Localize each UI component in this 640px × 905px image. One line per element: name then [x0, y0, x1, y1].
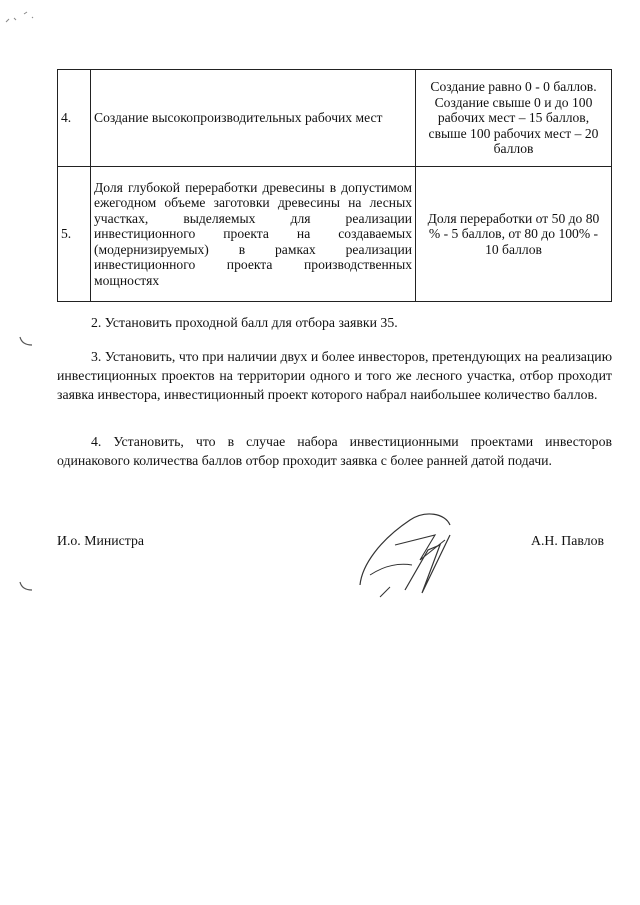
handwritten-signature [350, 505, 470, 600]
score-line: Создание свыше 0 и до 100 [434, 94, 593, 110]
row-criterion: Создание высокопроизводительных рабочих мест [91, 70, 416, 167]
score-line: свыше 100 рабочих мест – 20 [428, 125, 599, 141]
score-line: % - 5 баллов, от 80 до 100% - [428, 226, 599, 242]
row-criterion: Доля глубокой переработки древесины в допустимом ежегодном объеме заготовки древесины на лесных участках, выделяемых для реализации инвестиционного проекта на создаваемых (модернизируемых) в рамках реализации инвестиционного проекта производственных мощностях [91, 167, 416, 302]
row-score [416, 70, 612, 167]
paragraph-3: 3. Установить, что при наличии двух и более инвесторов, претендующих на реализацию инвестиционных проектов на территории одного и того же лесного участка, отбор проходит заявка инвестора, инвестиционный проект которого набрал наибольшее количество баллов. [57, 349, 612, 402]
scan-artifact [4, 8, 44, 28]
signer-name: А.Н. Павлов [531, 533, 604, 548]
row-number: 4. [58, 70, 91, 167]
score-line: 10 баллов [485, 241, 542, 257]
criteria-table [57, 69, 612, 302]
score-line: рабочих мест – 15 баллов, [437, 110, 590, 126]
row-number: 5. [58, 167, 91, 302]
paragraph-2: 2. Установить проходной балл для отбора заявки 35. [91, 315, 398, 330]
scan-artifact [18, 580, 38, 594]
table-row [58, 167, 612, 302]
table-row [58, 70, 612, 167]
score-line: Доля переработки от 50 до 80 [427, 210, 600, 226]
scan-artifact [18, 335, 38, 349]
score-line: Создание равно 0 - 0 баллов. [430, 79, 597, 95]
signer-title: И.о. Министра [57, 533, 144, 548]
score-line: баллов [493, 141, 534, 157]
paragraph-4: 4. Установить, что в случае набора инвестиционными проектами инвесторов одинакового количества баллов отбор проходит заявка с более ранней датой подачи. [57, 434, 612, 468]
row-score [416, 167, 612, 302]
